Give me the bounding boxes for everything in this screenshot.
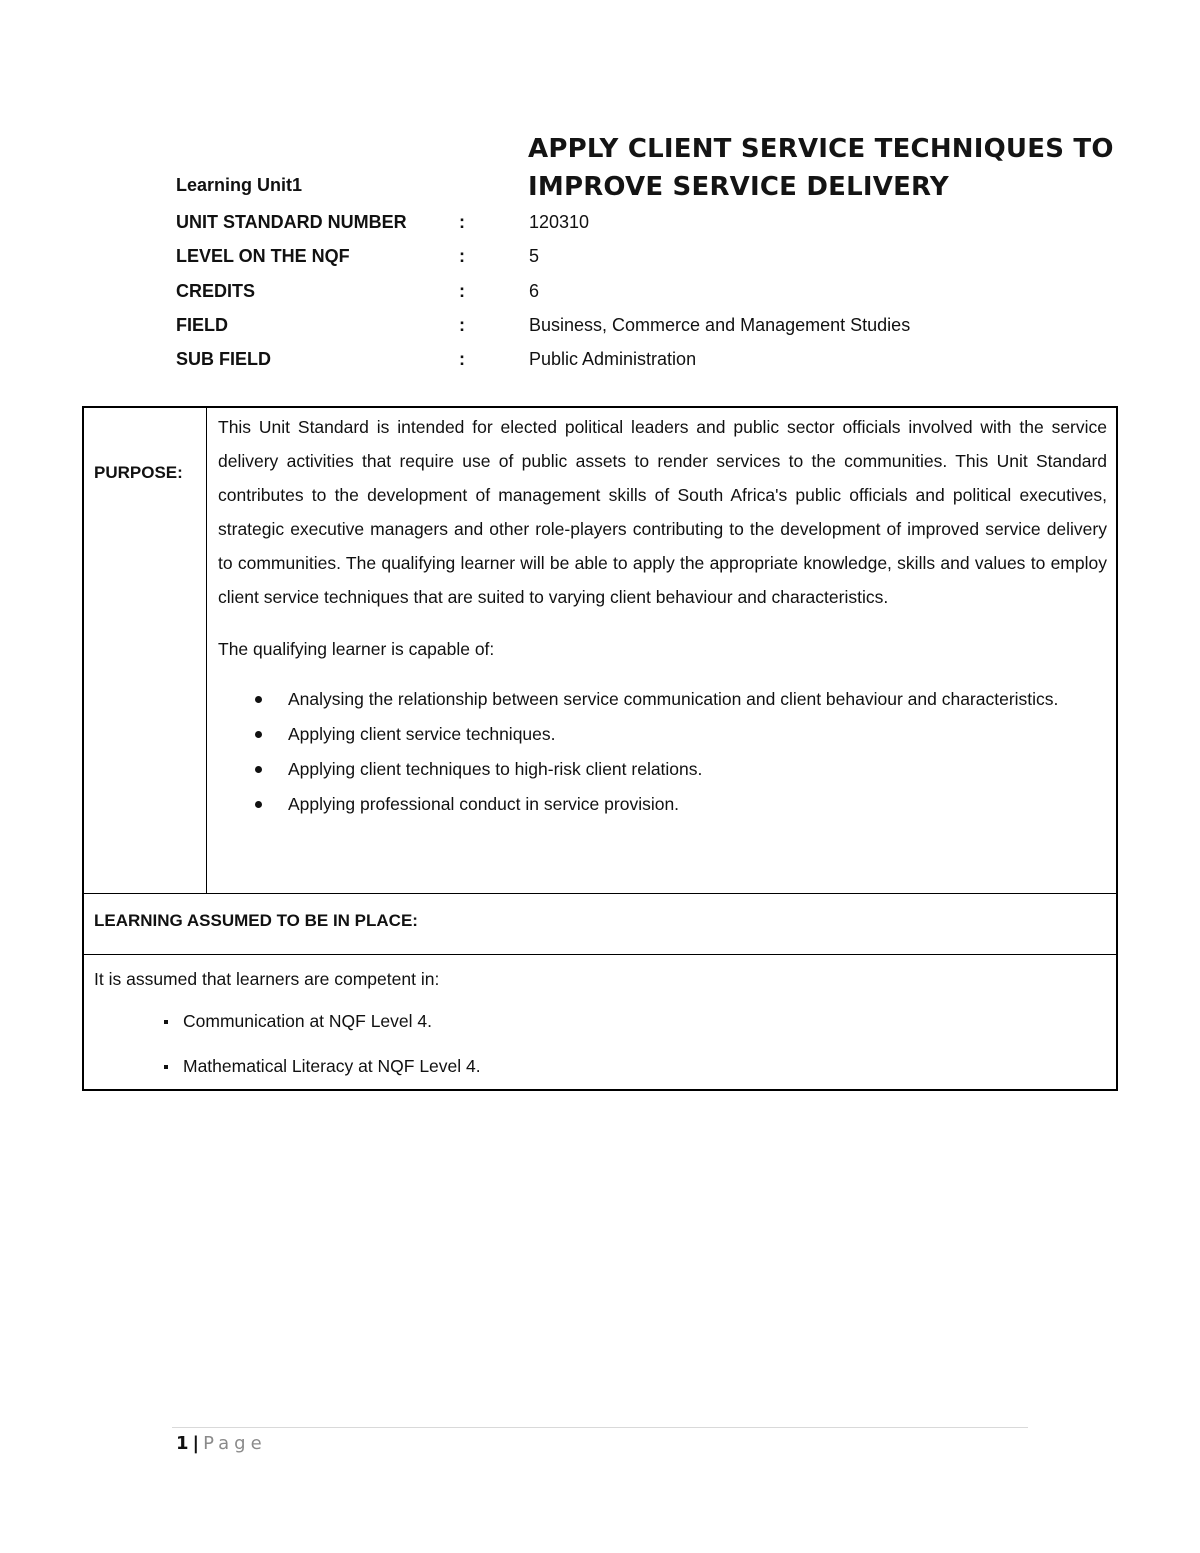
- meta-colon: :: [459, 246, 465, 267]
- meta-value: 6: [529, 280, 540, 301]
- meta-row-unit-standard: [176, 205, 1076, 239]
- page-footer: [176, 1432, 267, 1456]
- unit-details-table: [82, 406, 1118, 1091]
- page-word: Page: [203, 1433, 267, 1454]
- unit-metadata: [176, 205, 1076, 376]
- meta-row-sub-field: [176, 342, 1076, 376]
- list-item: [218, 752, 1107, 786]
- square-bullet-icon: [164, 1020, 168, 1024]
- list-item-text: Applying client service techniques.: [288, 724, 556, 744]
- assumed-learning-heading-row: [84, 894, 1116, 955]
- purpose-text: This Unit Standard is intended for elected political leaders and public sector officials involved with the service delivery activities that require use of public assets to render services to the communities. This Unit Standard contributes to the development of management skills of South Africa's public officials and political executives, strategic executive managers and other role-players contributing to the development of improved service delivery to communities. The qualifying learner will be able to apply the appropriate knowledge, skills and values to employ client service techniques that are suited to varying client behaviour and characteristics.: [218, 417, 1107, 607]
- meta-colon: :: [459, 280, 465, 301]
- purpose-row: [84, 408, 1116, 894]
- bullet-icon: [255, 731, 262, 738]
- meta-key: FIELD: [176, 314, 228, 335]
- meta-key: CREDITS: [176, 280, 256, 301]
- assumed-intro: It is assumed that learners are competent in:: [94, 969, 440, 989]
- list-item-text: Mathematical Literacy at NQF Level 4.: [183, 1056, 481, 1076]
- bullet-icon: [255, 696, 262, 703]
- capable-intro: The qualifying learner is capable of:: [218, 639, 495, 659]
- meta-value: Public Administration: [529, 349, 697, 370]
- list-item: [94, 1051, 1104, 1081]
- meta-key: SUB FIELD: [176, 349, 272, 370]
- list-item: [94, 1006, 1104, 1036]
- learning-unit-label: Learning Unit1: [176, 175, 303, 195]
- meta-colon: :: [459, 349, 465, 370]
- meta-row-field: [176, 308, 1076, 342]
- purpose-content: [218, 410, 1107, 822]
- list-item-text: Communication at NQF Level 4.: [183, 1011, 432, 1031]
- document-title: [528, 130, 1148, 206]
- meta-key: LEVEL ON THE NQF: [176, 246, 350, 267]
- footer-separator: |: [192, 1433, 200, 1454]
- assumed-list: [94, 1006, 1104, 1081]
- title-line-1: APPLY CLIENT SERVICE TECHNIQUES TO: [528, 134, 1114, 164]
- list-item: [218, 682, 1107, 716]
- bullet-icon: [255, 766, 262, 773]
- capabilities-list: [218, 682, 1107, 821]
- page-number: 1: [176, 1433, 189, 1454]
- assumed-learning-heading: LEARNING ASSUMED TO BE IN PLACE:: [94, 911, 418, 930]
- meta-value: Business, Commerce and Management Studies: [529, 314, 911, 335]
- list-item: [218, 717, 1107, 751]
- meta-key: UNIT STANDARD NUMBER: [176, 212, 407, 232]
- footer-divider: [172, 1427, 1028, 1428]
- meta-colon: :: [459, 314, 465, 335]
- meta-colon: :: [459, 212, 465, 232]
- meta-value: 5: [529, 246, 540, 267]
- title-line-2: IMPROVE SERVICE DELIVERY: [528, 172, 949, 202]
- assumed-learning-content: [94, 964, 1104, 1096]
- square-bullet-icon: [164, 1065, 168, 1069]
- list-item: [218, 787, 1107, 821]
- meta-value: 120310: [529, 212, 590, 232]
- bullet-icon: [255, 801, 262, 808]
- purpose-label: PURPOSE:: [94, 463, 183, 482]
- meta-row-credits: [176, 274, 1076, 308]
- list-item-text: Applying professional conduct in service provision.: [288, 794, 680, 814]
- meta-row-nqf-level: [176, 239, 1076, 273]
- list-item-text: Applying client techniques to high-risk client relations.: [288, 759, 703, 779]
- list-item-text: Analysing the relationship between service communication and client behaviour and characteristics.: [288, 689, 1059, 709]
- purpose-label-cell: [84, 408, 207, 893]
